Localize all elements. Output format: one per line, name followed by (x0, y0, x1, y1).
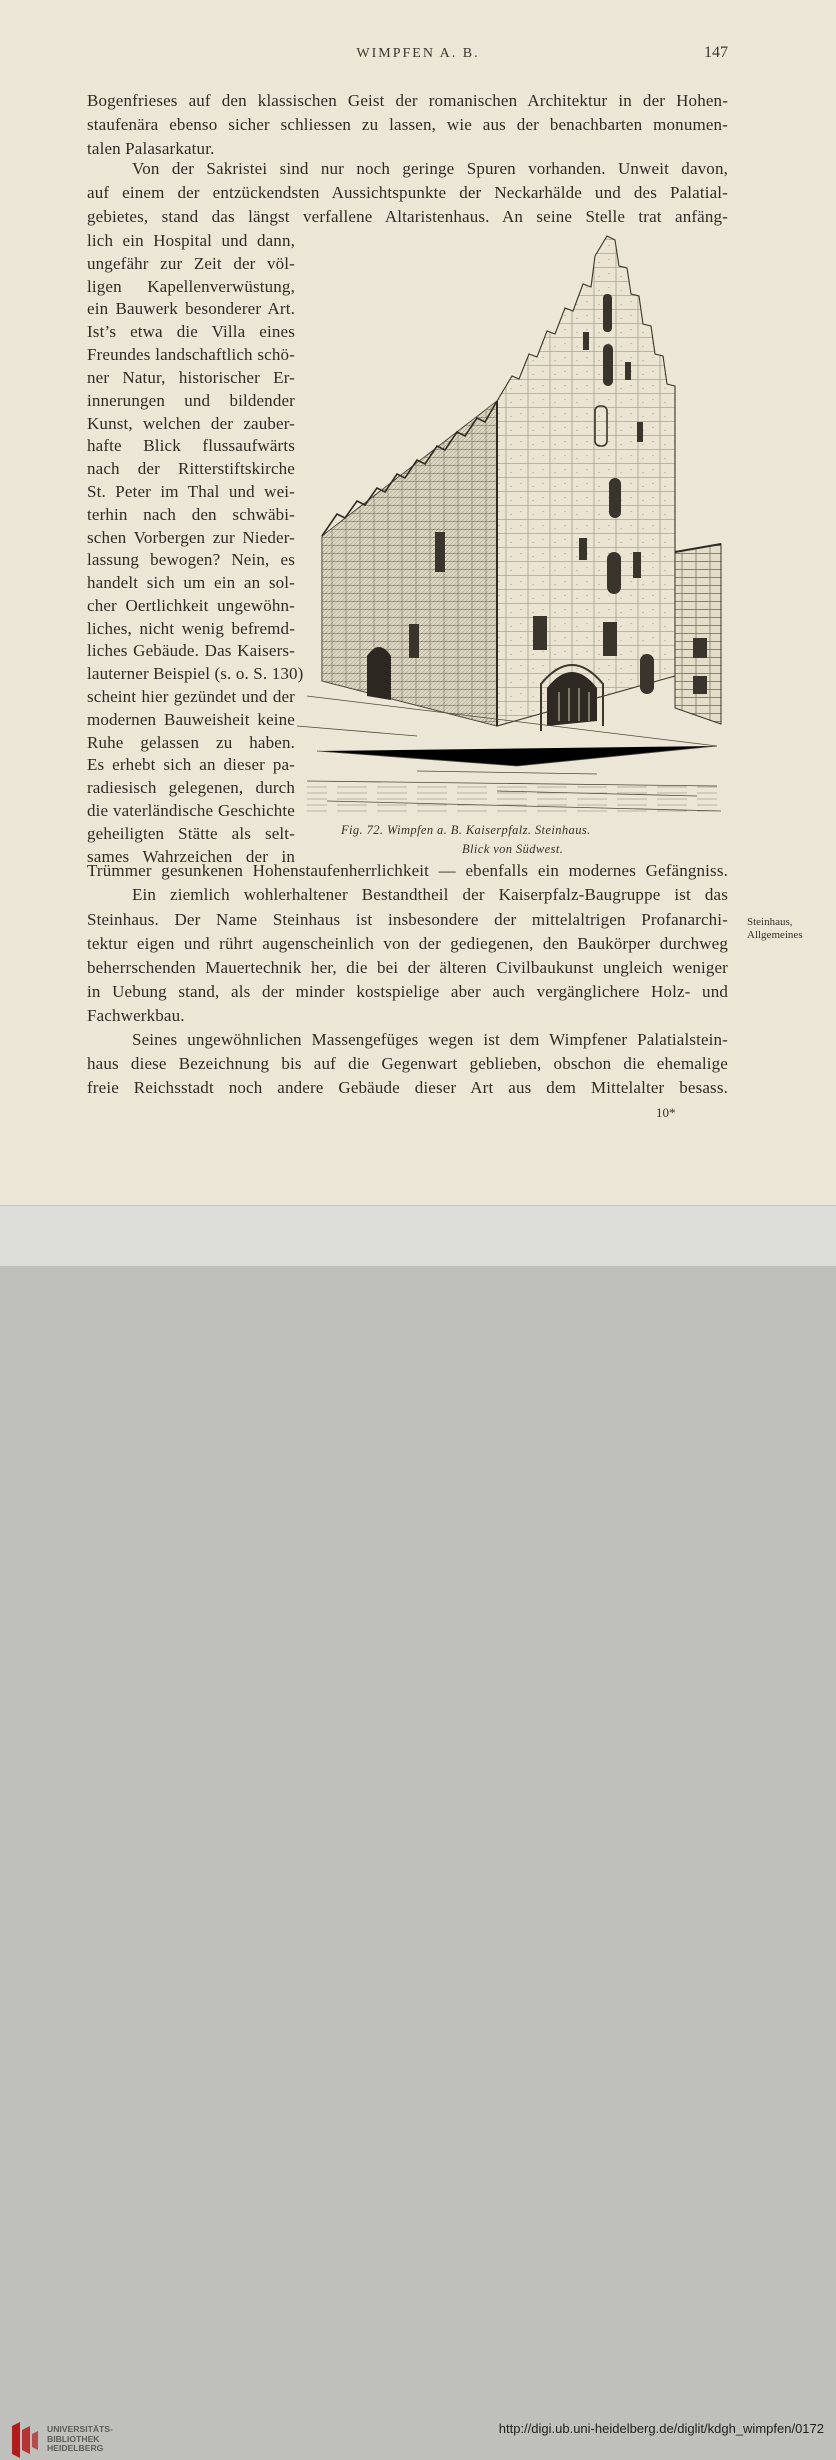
text-line: Kunst, welchen der zauber- (87, 414, 295, 433)
scanned-page (0, 0, 836, 1205)
text-line: Fachwerkbau. (87, 1006, 185, 1025)
text-line: tektur eigen und rührt augenscheinlich von der gediegenen, den Baukörper durchweg (87, 934, 728, 953)
figure-caption-subtitle: Blick von Südwest. (462, 842, 564, 856)
text-line: auf einem der entzückendsten Aussichtspunkte der Neckarhälde und des Palatial- (87, 183, 728, 202)
text-line: sames Wahrzeichen der in (87, 847, 295, 866)
text-line: Ein ziemlich wohlerhaltener Bestandtheil der Kaiserpfalz-Baugruppe ist das (132, 885, 728, 904)
text-line: staufenära ebenso sicher schliessen zu lassen, wie aus der benachbarten monumen- (87, 115, 728, 134)
text-line: Es erhebt sich an dieser pa- (87, 755, 295, 774)
text-line: Von der Sakristei sind nur noch geringe Spuren vorhanden. Unweit davon, (132, 159, 728, 178)
text-line: radiesisch gelegenen, durch (87, 778, 295, 797)
text-line: liches, nicht wenig befremd- (87, 619, 295, 638)
text-line: innerungen und bildender (87, 391, 295, 410)
figure-caption: Fig. 72. Wimpfen a. B. Kaiserpfalz. Steinhaus. (341, 823, 591, 837)
text-line: geheiligten Stätte als selt- (87, 824, 295, 843)
footer-bar (0, 1205, 836, 2454)
text-line: nach der Ritterstiftskirche (87, 459, 295, 478)
text-line: ner Natur, historischer Er- (87, 368, 295, 387)
university-library-logo (10, 2420, 40, 2460)
text-line: ungefähr zur Zeit der völ- (87, 254, 295, 273)
text-line: gebietes, stand das längst verfallene Altaristenhaus. An seine Stelle trat anfäng- (87, 207, 728, 226)
text-line: Ruhe gelassen zu haben. (87, 733, 295, 752)
text-line: haus diese Bezeichnung bis auf die Gegenwart geblieben, obschon die ehemalige (87, 1054, 728, 1073)
text-line: lich ein Hospital und dann, (87, 231, 295, 250)
text-line: lauterner Beispiel (s. o. S. 130) (87, 664, 304, 683)
marginal-note-line: Allgemeines (747, 929, 803, 941)
text-line: Trümmer gesunkenen Hohenstaufenherrlichkeit — ebenfalls ein modernes Gefängniss. (87, 861, 728, 880)
text-line: beherrschenden Mauertechnik her, die bei der älteren Civilbaukunst ungleich weniger (87, 958, 728, 977)
text-line: handelt sich um ein an sol- (87, 573, 295, 592)
text-line: St. Peter im Thal und wei- (87, 482, 295, 501)
permalink-url[interactable]: http://digi.ub.uni-heidelberg.de/diglit/kdgh_wimpfen/0172 (498, 2421, 824, 2436)
page-number: 147 (704, 44, 728, 61)
text-line: die vaterländische Geschichte (87, 801, 295, 820)
text-line: ligen Kapellenverwüstung, (87, 277, 295, 296)
text-line: hafte Blick flussaufwärts (87, 436, 295, 455)
text-line: ein Bauwerk besonderer Art. (87, 299, 295, 318)
text-line: lassung bewogen? Nein, es (87, 550, 295, 569)
text-line: modernen Bauweisheit keine (87, 710, 295, 729)
text-line: talen Palasarkatur. (87, 139, 215, 158)
text-line: terhin nach den schwäbi- (87, 505, 295, 524)
text-line: Seines ungewöhnlichen Massengefüges wegen ist dem Wimpfener Palatialstein- (132, 1030, 728, 1049)
text-line: Steinhaus. Der Name Steinhaus ist insbesondere der mittelaltrigen Profanarchi- (87, 910, 728, 929)
marginal-note-line: Steinhaus, (747, 916, 793, 928)
text-line: scheint hier gezündet und der (87, 687, 295, 706)
text-line: liches Gebäude. Das Kaisers- (87, 641, 295, 660)
text-line: in Uebung stand, als der minder kostspielige aber auch vergänglichere Holz- und (87, 982, 728, 1001)
text-line: Freundes landschaftlich schö- (87, 345, 295, 364)
library-name: UNIVERSITÄTS- BIBLIOTHEK HEIDELBERG (47, 2424, 113, 2454)
text-line: schen Vorbergen zur Nieder- (87, 528, 295, 547)
steinhaus-illustration (297, 226, 729, 820)
text-line: freie Reichsstadt noch andere Gebäude dieser Art aus dem Mittelalter besass. (87, 1078, 728, 1097)
text-line: Bogenfrieses auf den klassischen Geist der romanischen Architektur in der Hohen- (87, 91, 728, 110)
running-title: WIMPFEN A. B. (356, 46, 480, 61)
signature-mark: 10* (656, 1105, 676, 1120)
text-line: Ist’s etwa die Villa eines (87, 322, 295, 341)
text-line: cher Oertlichkeit ungewöhn- (87, 596, 295, 615)
